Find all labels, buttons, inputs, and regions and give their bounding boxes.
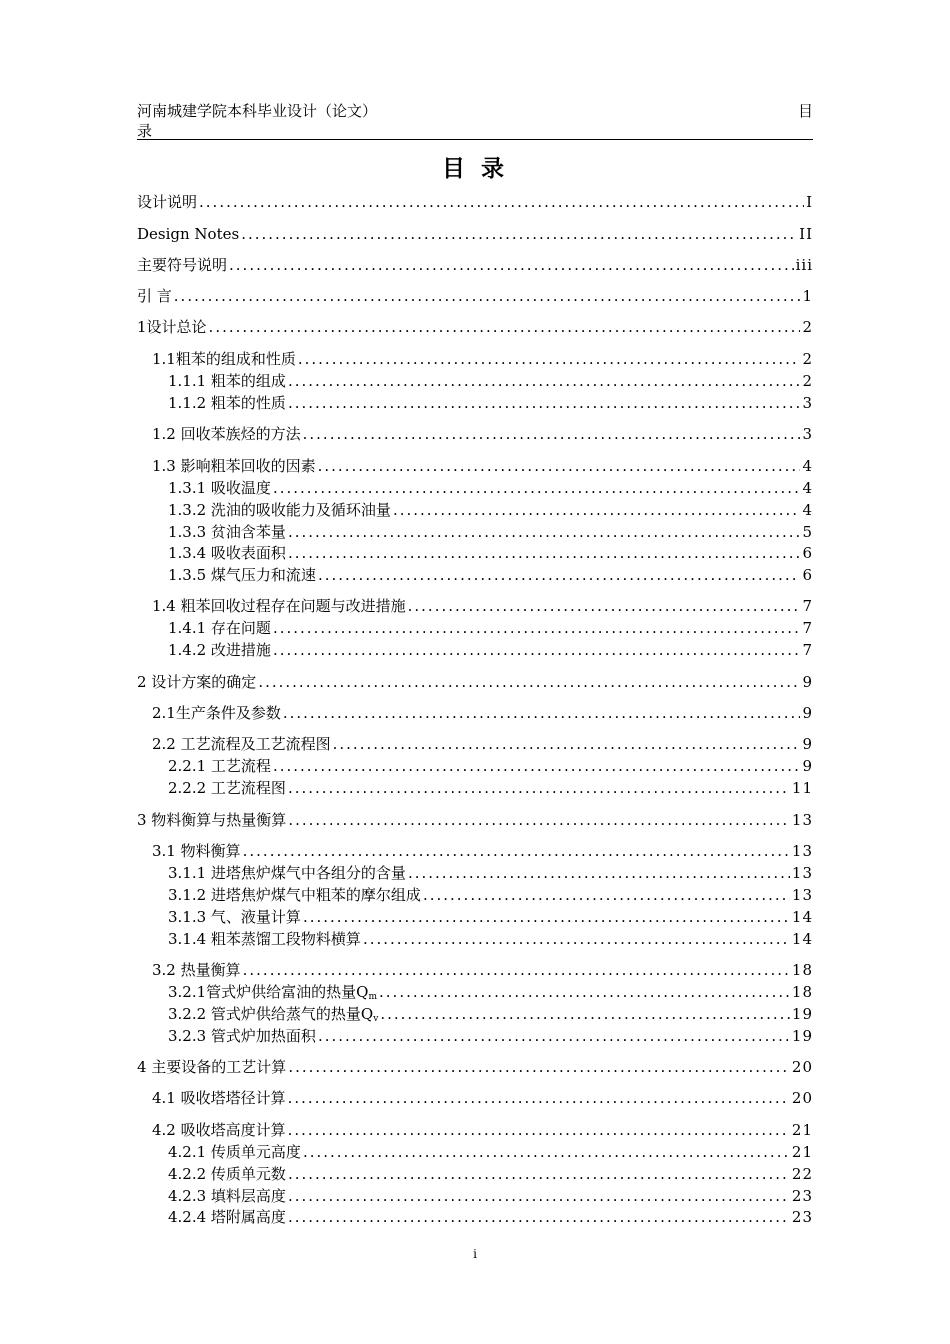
toc-leader-dots (318, 456, 801, 476)
toc-leader-dots (288, 1186, 790, 1206)
toc-leader-dots (243, 960, 790, 980)
toc-leader-dots (303, 1142, 790, 1162)
toc-leader-dots (288, 371, 801, 391)
toc-entry-label: 4.2.1 传质单元高度 (168, 1143, 301, 1161)
toc-leader-dots (229, 255, 794, 275)
toc-entry-label: 3.1 物料衡算 (152, 842, 241, 860)
toc-entry-page: 9 (802, 735, 813, 753)
toc-leader-dots (273, 618, 801, 638)
toc-entry[interactable] (137, 756, 813, 776)
toc-leader-dots (423, 885, 790, 905)
toc-leader-dots (288, 778, 790, 798)
header-rule (137, 139, 813, 140)
toc-entry-page: 11 (791, 779, 813, 797)
toc-entry-subscript: m (368, 992, 378, 1002)
toc-entry-page: 13 (791, 886, 813, 904)
toc-entry-label: 2.1生产条件及参数 (152, 704, 281, 722)
toc-entry-page: I (806, 193, 813, 211)
toc-entry-page: 14 (791, 908, 813, 926)
toc-leader-dots (273, 478, 801, 498)
toc-entry[interactable] (137, 982, 813, 1002)
toc-leader-dots (288, 1207, 790, 1227)
toc-leader-dots (241, 224, 797, 244)
toc-leader-dots (273, 756, 801, 776)
toc-entry[interactable] (137, 596, 813, 616)
toc-entry[interactable] (137, 543, 813, 563)
toc-entry[interactable] (137, 478, 813, 498)
toc-leader-dots (258, 672, 800, 692)
toc-entry-page: 21 (791, 1121, 813, 1139)
toc-leader-dots (408, 596, 801, 616)
toc-entry[interactable] (137, 618, 813, 638)
toc-entry[interactable] (137, 522, 813, 542)
page-number: i (473, 1247, 477, 1261)
toc-entry-page: 22 (791, 1165, 813, 1183)
toc-entry[interactable] (137, 841, 813, 861)
toc-entry-label: 1.3.3 贫油含苯量 (168, 523, 286, 541)
toc-entry-label: 4.2.2 传质单元数 (168, 1165, 286, 1183)
toc-leader-dots (380, 1004, 790, 1024)
toc-leader-dots (363, 929, 790, 949)
toc-entry-label: 3.2.2 管式炉供给蒸气的热量Q (168, 1005, 374, 1023)
toc-entry-label: 引 言 (137, 287, 172, 305)
toc-leader-dots (303, 907, 790, 927)
toc-entry-label: 主要符号说明 (137, 256, 228, 274)
toc-entry-label: 1.3.1 吸收温度 (168, 479, 271, 497)
toc-leader-dots (199, 192, 804, 212)
toc-entry-page: 6 (802, 544, 813, 562)
toc-entry[interactable] (137, 810, 813, 830)
toc-entry-page: 5 (802, 523, 813, 541)
toc-leader-dots (318, 1026, 790, 1046)
toc-entry-page: 13 (791, 811, 813, 829)
toc-leader-dots (393, 500, 801, 520)
toc-leader-dots (174, 286, 801, 306)
toc-entry-label: 1设计总论 (137, 318, 207, 336)
toc-entry-page: iii (795, 256, 813, 274)
toc-entry-page: II (799, 225, 813, 243)
toc-entry[interactable] (137, 1120, 813, 1140)
toc-entry-page: 9 (802, 704, 813, 722)
toc-entry-page: 7 (802, 619, 813, 637)
toc-entry-page: 2 (802, 318, 813, 336)
toc-entry-label: 3.1.4 粗苯蒸馏工段物料横算 (168, 930, 361, 948)
toc-entry-page: 14 (791, 930, 813, 948)
toc-entry[interactable] (137, 960, 813, 980)
toc-leader-dots (288, 1088, 790, 1108)
toc-entry[interactable] (137, 255, 813, 275)
toc-entry[interactable] (137, 192, 813, 212)
toc-entry[interactable] (137, 286, 813, 306)
toc-leader-dots (273, 640, 801, 660)
toc-entry-page: 9 (802, 673, 813, 691)
toc-entry-label: 3.1.1 进塔焦炉煤气中各组分的含量 (168, 864, 406, 882)
toc-entry-page: 13 (791, 864, 813, 882)
toc-entry[interactable] (137, 1057, 813, 1077)
toc-entry-page: 23 (791, 1187, 813, 1205)
toc-entry-label: 2.2.2 工艺流程图 (168, 779, 286, 797)
toc-entry-page: 4 (802, 501, 813, 519)
toc-entry-page: 23 (791, 1208, 813, 1226)
toc-entry-page: 2 (802, 350, 813, 368)
toc-entry-label: 1.3.5 煤气压力和流速 (168, 566, 316, 584)
toc-entry[interactable] (137, 1004, 813, 1024)
toc-entry-label: 1.1.1 粗苯的组成 (168, 372, 286, 390)
header-section-wrap: 录 (137, 122, 153, 140)
toc-entry[interactable] (137, 1142, 813, 1162)
header-section: 目 (797, 102, 813, 120)
toc-entry-label: 1.4.1 存在问题 (168, 619, 271, 637)
toc-entry-label: 3.2 热量衡算 (152, 961, 241, 979)
toc-entry-label: 4.2 吸收塔高度计算 (152, 1121, 286, 1139)
toc-entry-label: 设计说明 (137, 193, 198, 211)
toc-leader-dots (209, 317, 801, 337)
toc-entry[interactable] (137, 456, 813, 476)
toc-leader-dots (298, 349, 801, 369)
toc-entry-label: 3.2.3 管式炉加热面积 (168, 1027, 316, 1045)
toc-entry-label: 4.2.4 塔附属高度 (168, 1208, 286, 1226)
toc-entry-label: 4.2.3 填料层高度 (168, 1187, 286, 1205)
toc-entry-page: 1 (802, 287, 813, 305)
toc-entry[interactable] (137, 1207, 813, 1227)
toc-entry[interactable] (137, 393, 813, 413)
toc-entry[interactable] (137, 885, 813, 905)
toc-entry-label: 4 主要设备的工艺计算 (137, 1058, 287, 1076)
toc-entry-label: Design Notes (137, 225, 240, 243)
toc-entry-page: 3 (802, 394, 813, 412)
toc-entry[interactable] (137, 672, 813, 692)
toc-entry[interactable] (137, 640, 813, 660)
toc-leader-dots (288, 393, 801, 413)
toc-entry[interactable] (137, 734, 813, 754)
toc-entry[interactable] (137, 863, 813, 883)
toc-entry[interactable] (137, 500, 813, 520)
toc-leader-dots (288, 543, 801, 563)
toc-entry-page: 21 (791, 1143, 813, 1161)
toc-leader-dots (379, 982, 790, 1002)
toc-entry-page: 7 (802, 641, 813, 659)
toc-leader-dots (283, 703, 801, 723)
toc-entry-label: 4.1 吸收塔塔径计算 (152, 1089, 286, 1107)
toc-entry-label: 1.3.2 洗油的吸收能力及循环油量 (168, 501, 391, 519)
toc-entry-label: 3.1.2 进塔焦炉煤气中粗苯的摩尔组成 (168, 886, 421, 904)
toc-entry[interactable] (137, 929, 813, 949)
toc-title: 目 录 (441, 156, 508, 182)
toc-entry-label: 2.2 工艺流程及工艺流程图 (152, 735, 331, 753)
toc-entry[interactable] (137, 703, 813, 723)
toc-entry-page: 4 (802, 457, 813, 475)
toc-entry[interactable] (137, 1186, 813, 1206)
toc-entry-label: 3.2.1管式炉供给富油的热量Q (168, 983, 369, 1001)
toc-leader-dots (243, 841, 790, 861)
toc-leader-dots (288, 1057, 790, 1077)
toc-entry[interactable] (137, 907, 813, 927)
toc-entry-label: 1.3 影响粗苯回收的因素 (152, 457, 316, 475)
toc-entry-page: 20 (791, 1089, 813, 1107)
toc-entry-page: 18 (791, 961, 813, 979)
toc-entry-page: 19 (791, 1005, 813, 1023)
toc-entry-page: 9 (802, 757, 813, 775)
toc-leader-dots (288, 1164, 790, 1184)
toc-leader-dots (288, 1120, 790, 1140)
toc-entry[interactable] (137, 349, 813, 369)
toc-entry[interactable] (137, 224, 813, 244)
toc-entry[interactable] (137, 1088, 813, 1108)
toc-entry-label: 2.2.1 工艺流程 (168, 757, 271, 775)
toc-entry-label: 1.3.4 吸收表面积 (168, 544, 286, 562)
toc-entry-label: 3.1.3 气、液量计算 (168, 908, 301, 926)
toc-entry[interactable] (137, 371, 813, 391)
toc-entry-page: 20 (791, 1058, 813, 1076)
toc-entry[interactable] (137, 1164, 813, 1184)
toc-entry-label: 1.4.2 改进措施 (168, 641, 271, 659)
toc-entry-page: 19 (791, 1027, 813, 1045)
toc-entry-page: 2 (802, 372, 813, 390)
toc-entry-page: 6 (802, 566, 813, 584)
toc-entry-page: 13 (791, 842, 813, 860)
toc-entry[interactable] (137, 778, 813, 798)
toc-entry-page: 3 (802, 425, 813, 443)
toc-entry-label: 1.2 回收苯族烃的方法 (152, 425, 301, 443)
toc-leader-dots (333, 734, 801, 754)
toc-entry-subscript: v (373, 1014, 379, 1024)
toc-entry[interactable] (137, 565, 813, 585)
toc-entry[interactable] (137, 317, 813, 337)
toc-leader-dots (303, 424, 801, 444)
toc-entry-label: 3 物料衡算与热量衡算 (137, 811, 287, 829)
toc-entry[interactable] (137, 1026, 813, 1046)
toc-entry-label: 1.4 粗苯回收过程存在问题与改进措施 (152, 597, 406, 615)
toc-leader-dots (318, 565, 801, 585)
toc-leader-dots (408, 863, 790, 883)
toc-entry-label: 2 设计方案的确定 (137, 673, 257, 691)
toc-leader-dots (288, 522, 801, 542)
toc-entry-page: 18 (791, 983, 813, 1001)
toc-entry-page: 4 (802, 479, 813, 497)
header-title: 河南城建学院本科毕业设计（论文） (137, 102, 378, 120)
toc-entry[interactable] (137, 424, 813, 444)
toc-entry-label: 1.1.2 粗苯的性质 (168, 394, 286, 412)
toc-leader-dots (288, 810, 790, 830)
toc-entry-label: 1.1粗苯的组成和性质 (152, 350, 296, 368)
toc-entry-page: 7 (802, 597, 813, 615)
